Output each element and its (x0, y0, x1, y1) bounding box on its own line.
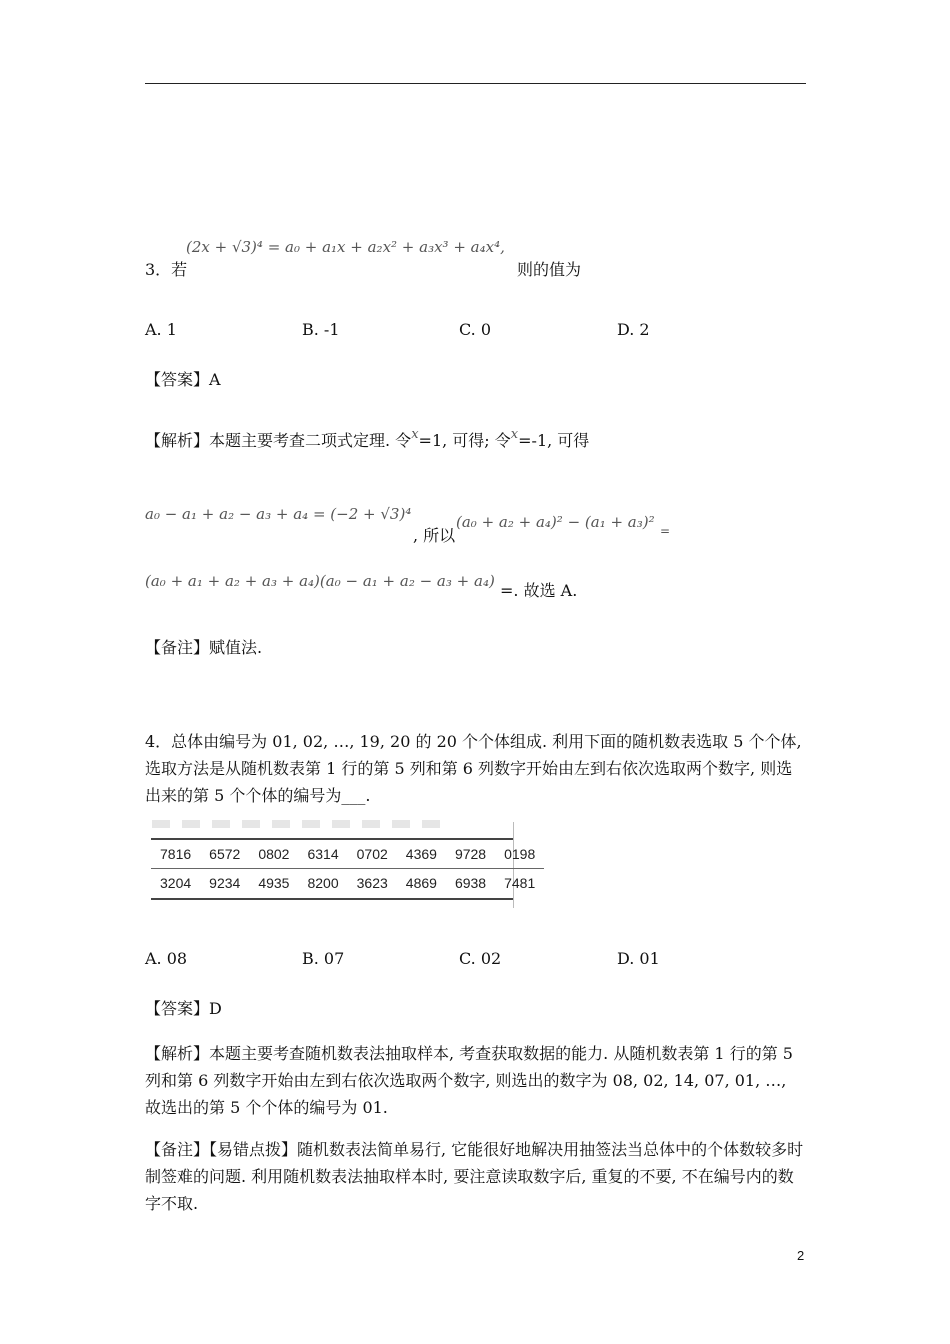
q3-eq1-tail: , 所以 (413, 526, 456, 545)
q4-option-d: D. 01 (617, 949, 660, 968)
q3-note: 【备注】赋值法. (145, 638, 263, 657)
q3-eq2: (a₀ + a₂ + a₄)² − (a₁ + a₃)² (456, 513, 655, 531)
q4-option-b: B. 07 (302, 949, 345, 968)
table-cell: 6314 (298, 840, 347, 869)
q3-option-b: B. -1 (302, 320, 340, 339)
table-cell: 6938 (454, 875, 487, 891)
table-cell: 4935 (258, 875, 290, 891)
table-cell: 4869 (405, 875, 437, 891)
q3-option-d: D. 2 (617, 320, 650, 339)
table-cell: 0702 (348, 840, 397, 869)
q3-number: 3．若 (145, 260, 188, 279)
var-x-2: x (510, 427, 519, 442)
table-cell: 0802 (249, 840, 298, 869)
table-row (151, 869, 544, 898)
q3-analysis-part3: =-1, 可得 (518, 431, 590, 450)
q3-answer: 【答案】A (145, 370, 221, 389)
table-cell: 6572 (200, 840, 249, 869)
q3-formula: (2x + √3)⁴ = a₀ + a₁x + a₂x² + a₃x³ + a₄x⁴, (186, 238, 505, 256)
var-x-1: x (411, 427, 419, 442)
q3-analysis-part1: 【解析】本题主要考查二项式定理. 令 (145, 431, 412, 450)
table-cell: 0198 (495, 840, 544, 869)
q4-answer: 【答案】D (145, 999, 222, 1018)
table-cell: 4369 (397, 840, 446, 869)
random-number-table (151, 838, 536, 900)
table-cell: 9234 (209, 875, 241, 891)
q3-eq3: (a₀ + a₁ + a₂ + a₃ + a₄)(a₀ − a₁ + a₂ − a₃ + a₄) (145, 572, 495, 590)
q4-option-a: A. 08 (145, 949, 188, 968)
q3-eq1: a₀ − a₁ + a₂ − a₃ + a₄ = (−2 + √3)⁴ (145, 505, 412, 523)
q3-option-c: C. 0 (459, 320, 492, 339)
table-cell: 7481 (504, 875, 536, 891)
q3-option-a: A. 1 (145, 320, 177, 339)
q4-note: 【备注】【易错点拨】随机数表法简单易行, 它能很好地解决用抽签法当总体中的个体数较多时制签难的问题. 利用随机数表法抽取样本时, 要注意读取数字后, 重复的不要, 不在编号内的数字不取. (145, 1140, 804, 1213)
table-faded-header (152, 820, 452, 828)
q3-eq3-tail: =. 故选 A. (500, 581, 578, 600)
table-cell: 7816 (151, 840, 200, 869)
q4-analysis: 【解析】本题主要考查随机数表法抽取样本, 考查获取数据的能力. 从随机数表第 1 行的第 5 列和第 6 列数字开始由左到右依次选取两个数字, 则选出的数字为 08, 02, 14, 07, 01, …, 故选出的第 5 个个体的编号为 01. (145, 1044, 793, 1117)
table-cell: 8200 (307, 875, 339, 891)
page-number: 2 (797, 1248, 805, 1263)
q3-eq2-equals: = (660, 524, 671, 538)
q3-analysis (145, 428, 589, 451)
q3-tail: 则的值为 (517, 260, 582, 279)
header-rule (145, 83, 806, 84)
q3-analysis-part2: =1, 可得; 令 (418, 431, 511, 450)
table-cell: 9728 (446, 840, 495, 869)
q4-option-c: C. 02 (459, 949, 502, 968)
q4-text: 4．总体由编号为 01, 02, …, 19, 20 的 20 个个体组成. 利用下面的随机数表选取 5 个个体, 选取方法是从随机数表第 1 行的第 5 列和第 6 列数字开始由左到右依次选取两个数字, 则选出来的第 5 个个体的编号为___. (145, 732, 802, 805)
table-row (151, 840, 544, 869)
table-cell: 3623 (356, 875, 388, 891)
table-cell: 3204 (160, 875, 192, 891)
